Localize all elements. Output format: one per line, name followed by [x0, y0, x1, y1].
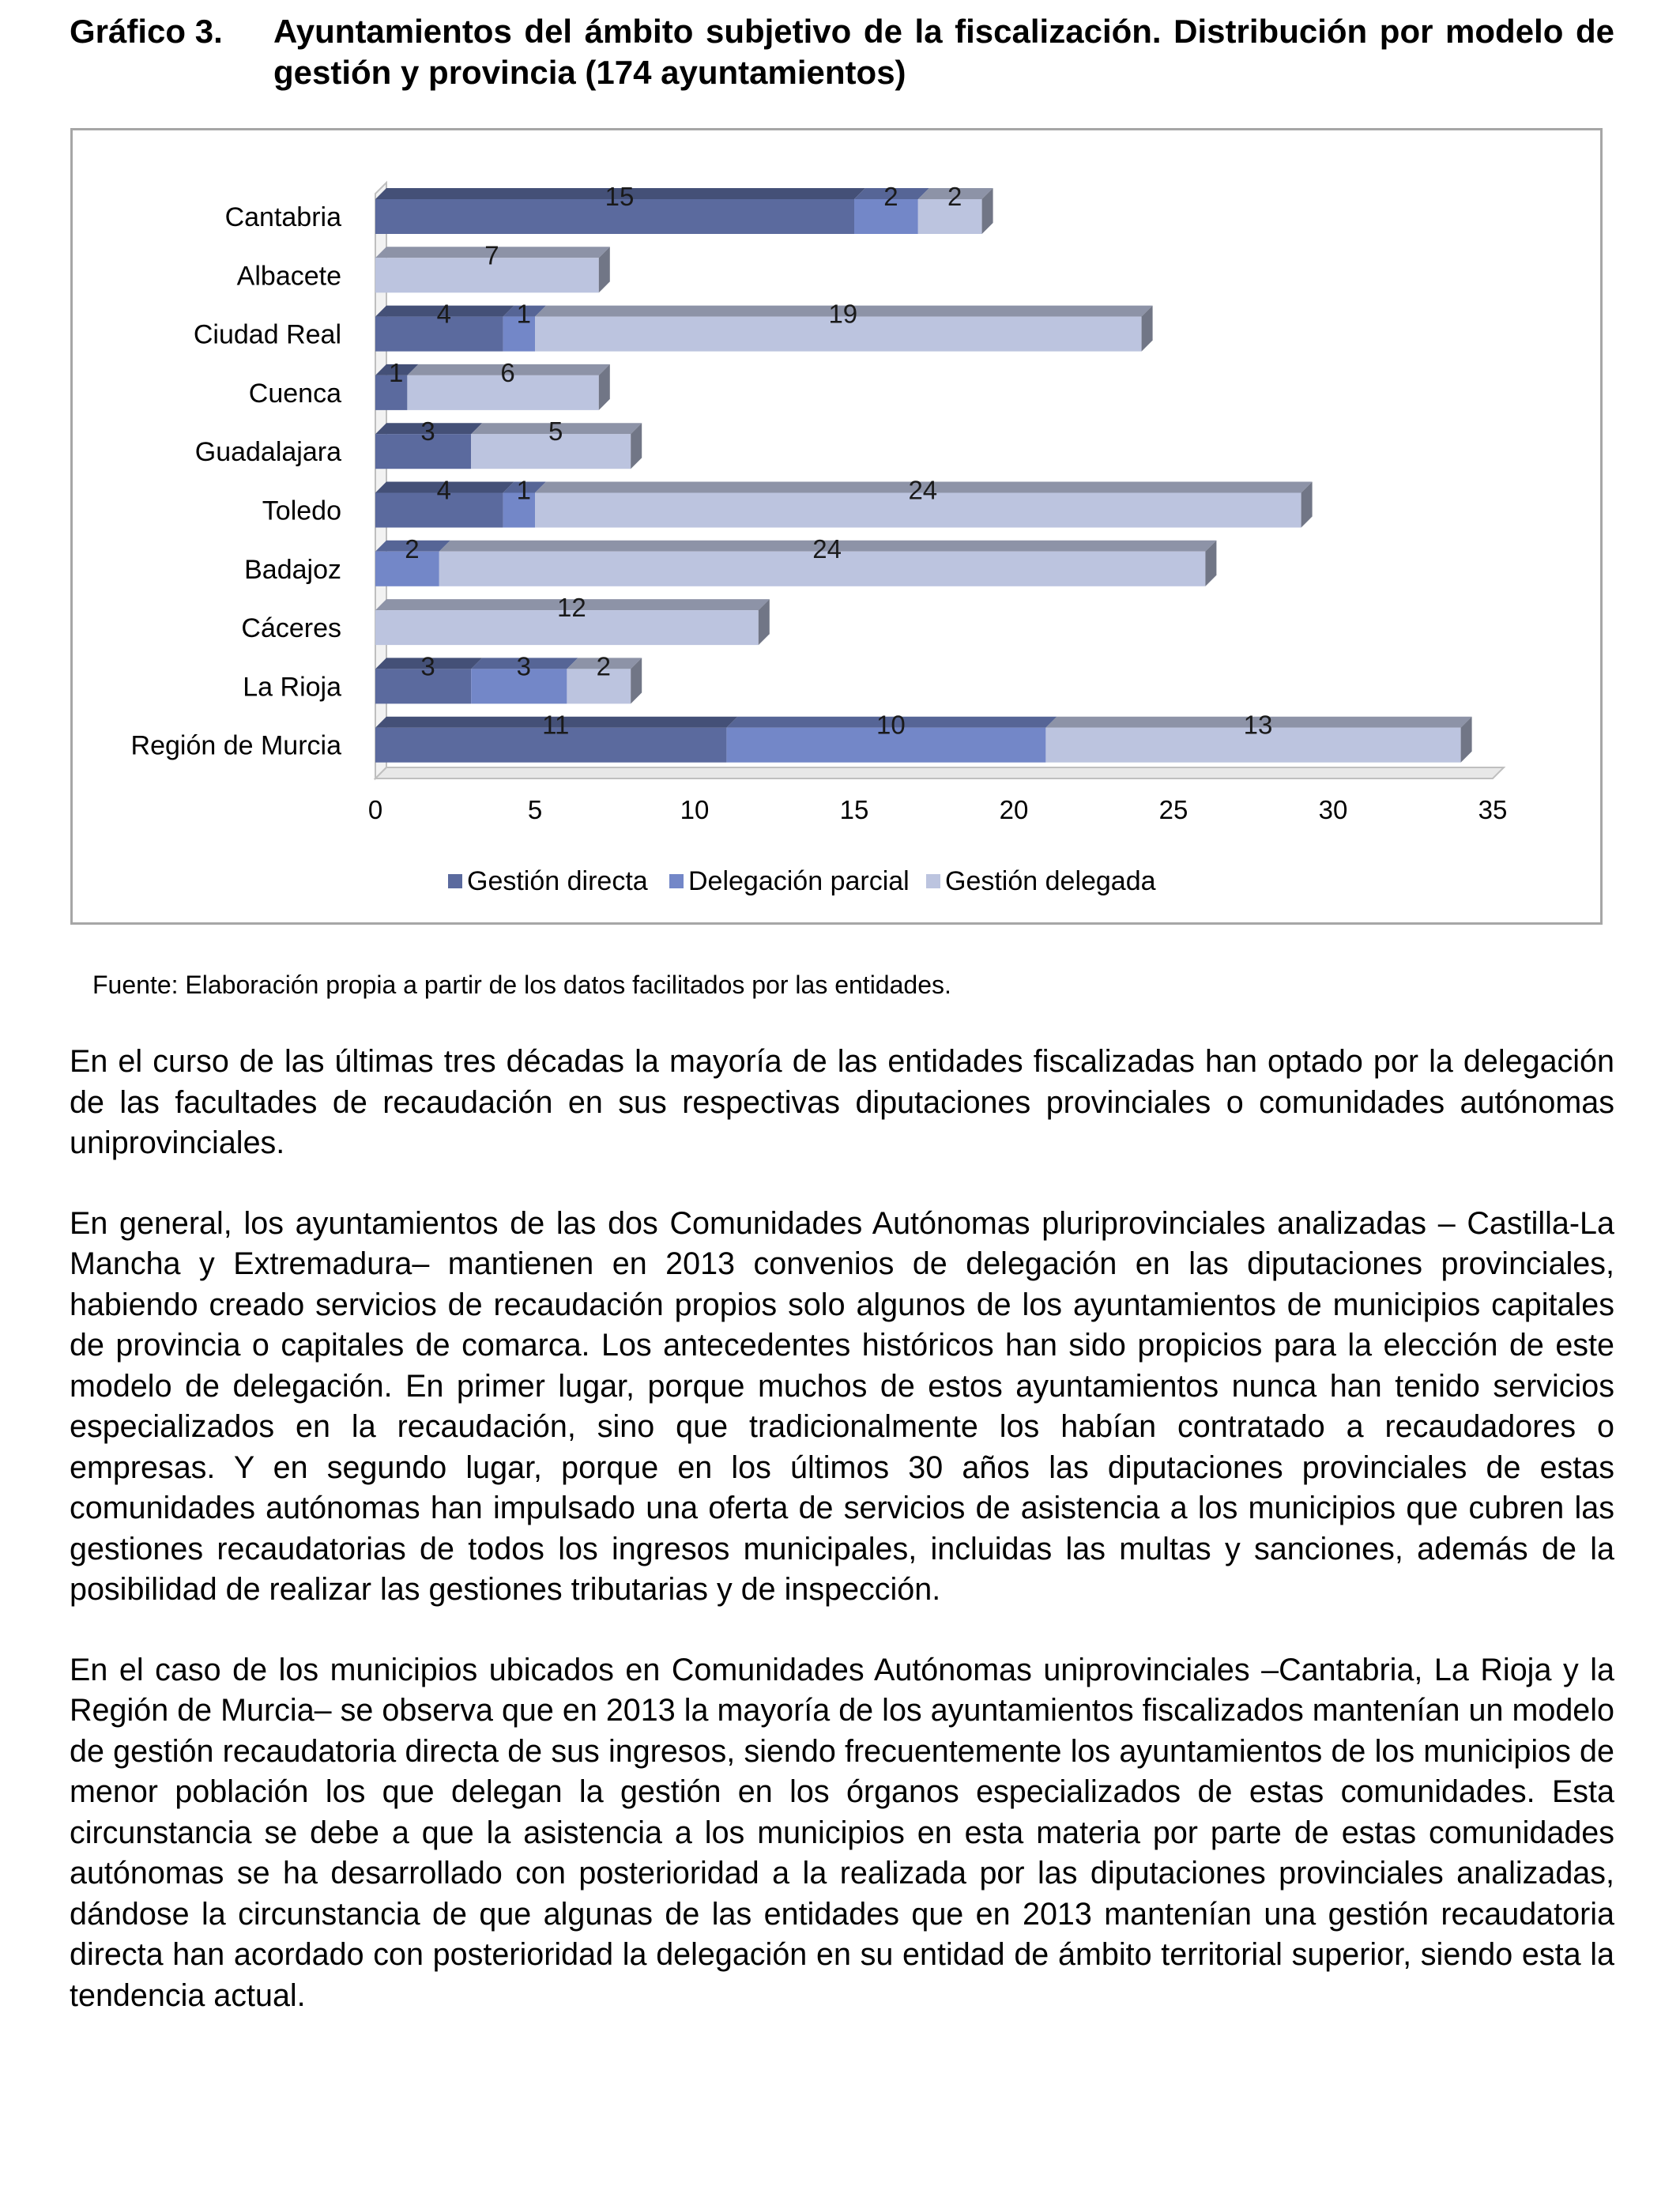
data-label: 15: [605, 182, 635, 211]
chart-floor: [375, 767, 1504, 778]
category-label: Región de Murcia: [130, 730, 341, 761]
data-label: 24: [908, 475, 938, 505]
legend-label: Gestión directa: [467, 866, 648, 896]
data-label: 5: [548, 417, 563, 447]
data-label: 2: [596, 651, 611, 681]
data-label: 6: [500, 357, 515, 387]
figure-label: Gráfico 3.: [70, 13, 223, 50]
data-label: 1: [516, 475, 531, 505]
data-label: 3: [420, 417, 435, 447]
category-label: Cáceres: [241, 613, 341, 644]
paragraph: En el curso de las últimas tres décadas la mayoría de las entidades fiscalizadas han optado por la delegación de las facultades de recaudación en sus respectivas diputaciones provinciales o comunidades autónomas uniprovinciales.: [70, 1044, 1614, 1160]
data-label: 2: [883, 182, 898, 211]
x-tick-label: 10: [680, 795, 710, 824]
category-label: Badajoz: [244, 554, 341, 585]
legend-swatch: [669, 874, 684, 888]
body-text: [70, 1042, 1614, 2056]
category-label: Ciudad Real: [193, 319, 341, 350]
x-tick-label: 30: [1318, 795, 1348, 824]
data-label: 12: [557, 593, 586, 623]
x-tick-label: 15: [839, 795, 869, 824]
data-label: 2: [947, 182, 962, 211]
legend-label: Gestión delegada: [945, 866, 1156, 896]
chart-frame: [70, 128, 1603, 925]
category-label: La Rioja: [243, 672, 341, 703]
data-label: 1: [389, 357, 404, 387]
paragraph: En el caso de los municipios ubicados en Comunidades Autónomas uniprovinciales –Cantabria, La Rioja y la Región de Murcia– se observa que en 2013 la mayoría de los ayuntamientos fiscalizados mantenían un modelo de gestión recaudatoria directa de sus ingresos, siendo frecuentemente los ayuntamientos de los municipios de menor población los que delegan la gestión en los órganos especializados de estas comunidades. Esta circunstancia se debe a que la asistencia a los municipios en esta materia por parte de estas comunidades autónomas se ha desarrollado con posterioridad a la realizada por las diputaciones provinciales analizadas, dándose la circunstancia de que algunas de las entidades que en 2013 mantenían una gestión recaudatoria directa han acordado con posterioridad la delegación en su entidad de ámbito territorial superior, siendo esta la tendencia actual.: [70, 1652, 1614, 2013]
x-tick-label: 20: [999, 795, 1029, 824]
data-label: 3: [420, 651, 435, 681]
legend-swatch: [926, 874, 940, 888]
data-label: 1: [516, 299, 531, 329]
category-label: Cantabria: [224, 202, 341, 232]
category-label: Toledo: [262, 496, 341, 526]
data-label: 10: [876, 710, 906, 740]
paragraph: En general, los ayuntamientos de las dos Comunidades Autónomas pluriprovinciales analizadas – Castilla-La Mancha y Extremadura– mantienen en 2013 convenios de delegación en las diputaciones provinciales, habiendo creado servicios de recaudación propios solo algunos de los ayuntamientos de municipios capitales de provincia o capitales de comarca. Los antecedentes históricos han sido propicios para la elección de este modelo de delegación. En primer lugar, porque muchos de estos ayuntamientos nunca han tenido servicios especializados en la recaudación, sino que tradicionalmente los habían contratado a recaudadores o empresas. Y en segundo lugar, porque en los últimos 30 años las diputaciones provinciales de estas comunidades autónomas han impulsado una oferta de servicios de asistencia a los municipios que cubren las gestiones recaudatorias de todos los ingresos municipales, incluidas las multas y sanciones, además de la posibilidad de realizar las gestiones tributarias y de inspección.: [70, 1205, 1614, 1607]
category-label: Cuenca: [248, 378, 341, 409]
category-label: Guadalajara: [194, 437, 341, 468]
data-label: 11: [542, 710, 570, 740]
x-tick-label: 5: [527, 795, 543, 824]
legend-label: Delegación parcial: [688, 866, 910, 896]
data-label: 19: [828, 299, 858, 329]
x-tick-label: 25: [1158, 795, 1188, 824]
source-note: Fuente: Elaboración propia a partir de los datos facilitados por las entidades.: [92, 971, 951, 999]
data-label: 7: [484, 240, 499, 270]
x-tick-label: 0: [367, 795, 383, 824]
data-label: 2: [405, 533, 420, 564]
data-label: 24: [812, 533, 842, 564]
bar-chart: [73, 130, 1600, 922]
figure-title: Ayuntamientos del ámbito subjetivo de la fiscalización. Distribución por modelo de gestión y provincia (174 ayuntamientos): [273, 13, 1614, 91]
data-label: 3: [516, 651, 531, 681]
data-label: 4: [436, 299, 451, 329]
data-label: 13: [1243, 710, 1273, 740]
legend-swatch: [448, 874, 462, 888]
x-tick-label: 35: [1478, 795, 1508, 824]
category-label: Albacete: [236, 261, 341, 292]
data-label: 4: [436, 475, 451, 505]
